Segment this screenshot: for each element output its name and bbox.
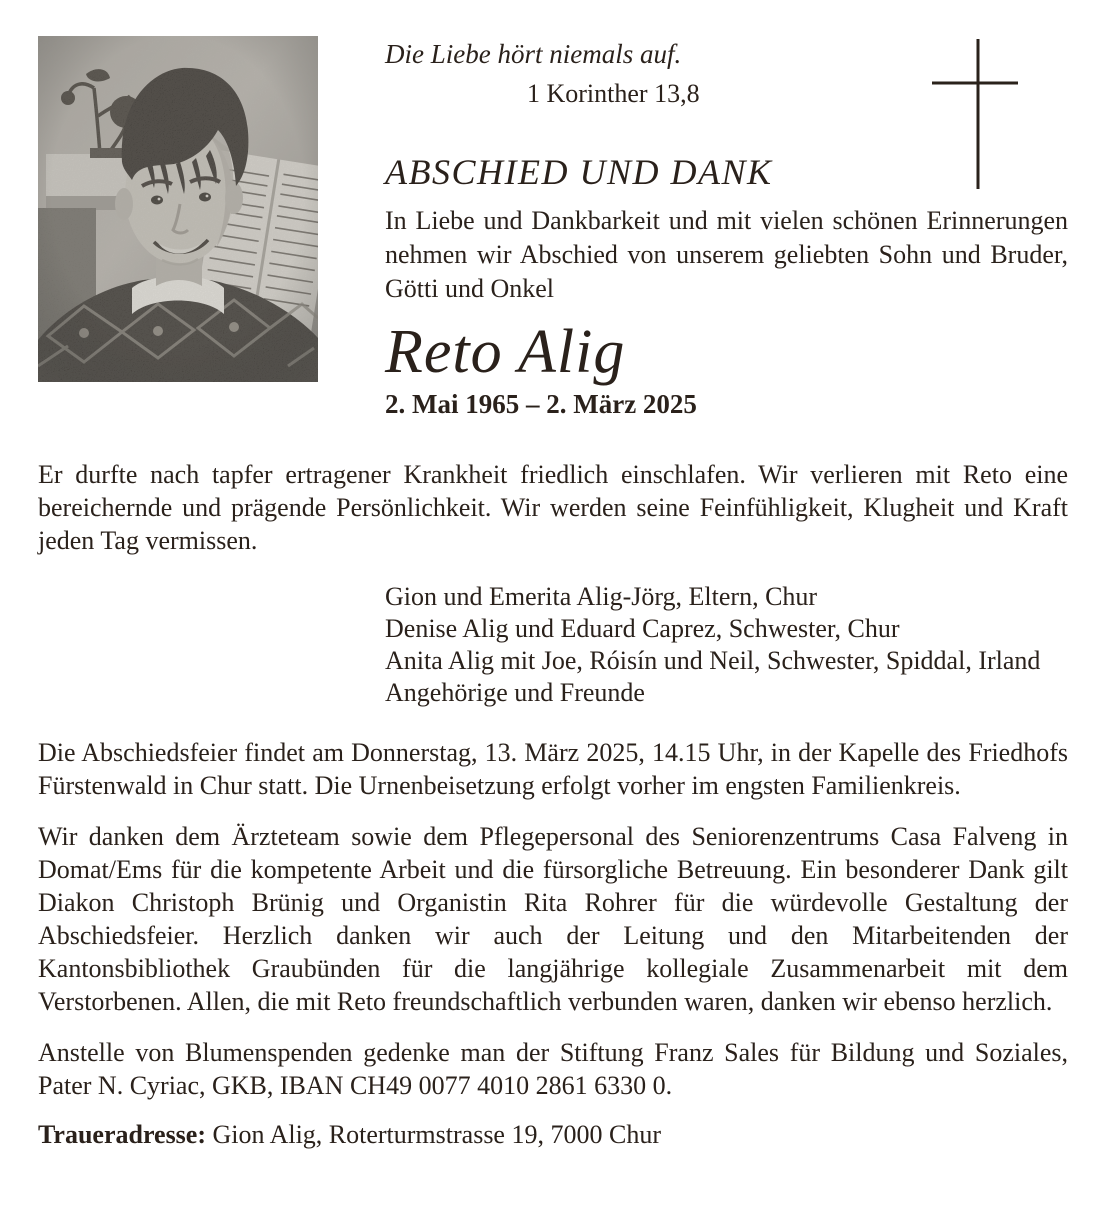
family-line-sister-denise: Denise Alig und Eduard Caprez, Schwester, Chur xyxy=(385,614,900,643)
thanks-paragraph: Wir danken dem Ärzteteam sowie dem Pflegepersonal des Seniorenzentrums Casa Falveng in Domat/Ems für die kompetente Arbeit und die fürsorgliche Betreuung. Ein besonderer Dank gilt Diakon Christoph Brünig und Organistin Rita Rohrer für die würdevolle Gestaltung der Abschiedsfeier. Herzlich danken wir auch der Leitung und den Mitarbeitenden der Kantonsbibliothek Graubünden für die langjährige kollegiale Zusammenarbeit mit dem Verstorbenen. Allen, die mit Reto freundschaftlich verbunden waren, danken wir ebenso herzlich. xyxy=(38,822,1068,1016)
mourning-address xyxy=(38,1118,1068,1151)
family-line-parents: Gion und Emerita Alig-Jörg, Eltern, Chur xyxy=(385,582,818,611)
family-block xyxy=(385,581,1068,709)
header-text-column xyxy=(385,36,1068,432)
deceased-name: Reto Alig xyxy=(385,318,626,386)
donations-paragraph: Anstelle von Blumenspenden gedenke man der Stiftung Franz Sales für Bildung und Soziales, Pater N. Cyriac, GKB, IBAN CH49 0077 4010 2861 6330 0. xyxy=(38,1038,1068,1100)
memorial-quote: Die Liebe hört niemals auf. xyxy=(385,39,682,69)
cross-icon xyxy=(930,36,1020,192)
quote-source: 1 Korinther 13,8 xyxy=(527,79,700,108)
notice-intro: In Liebe und Dankbarkeit und mit vielen schönen Erinnerungen nehmen wir Abschied von unserem geliebten Sohn und Bruder, Götti und Onkel xyxy=(385,206,1068,303)
obituary-header xyxy=(38,36,1068,432)
portrait-photo xyxy=(38,36,318,382)
notice-title: ABSCHIED UND DANK xyxy=(385,152,773,192)
family-line-sister-anita: Anita Alig mit Joe, Róisín und Neil, Schwester, Spiddal, Irland xyxy=(385,646,1041,675)
ceremony-paragraph: Die Abschiedsfeier findet am Donnerstag, 13. März 2025, 14.15 Uhr, in der Kapelle des Friedhofs Fürstenwald in Chur statt. Die Urnenbeisetzung erfolgt vorher im engsten Familienkreis. xyxy=(38,738,1068,800)
life-dates: 2. Mai 1965 – 2. März 2025 xyxy=(385,389,697,419)
mourning-address-value: Gion Alig, Roterturmstrasse 19, 7000 Chur xyxy=(212,1120,661,1149)
mourning-address-label: Traueradresse: xyxy=(38,1120,206,1149)
obituary-paragraph: Er durfte nach tapfer ertragener Krankheit friedlich einschlafen. Wir verlieren mit Reto eine bereichernde und prägende Persönlichkeit. Wir werden seine Feinfühligkeit, Klugheit und Kraft jeden Tag vermissen. xyxy=(38,460,1068,555)
family-line-relatives: Angehörige und Freunde xyxy=(385,678,645,707)
